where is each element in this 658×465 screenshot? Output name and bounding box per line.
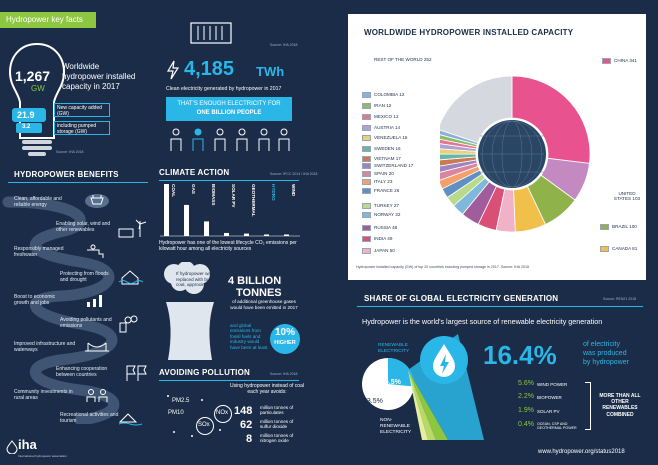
pie-label: RUSSIA 48 — [374, 225, 398, 230]
flag-icon — [362, 92, 371, 98]
other-value: 5.6% — [518, 380, 534, 387]
emissions-icon — [118, 315, 144, 333]
flag-icon — [362, 146, 371, 152]
flag-icon — [362, 103, 371, 109]
particles-icon — [162, 392, 232, 442]
flag-icon — [362, 163, 371, 169]
people-icon — [166, 127, 292, 153]
solar-wind-icon — [118, 219, 148, 239]
pumped-value: 3.2 — [22, 124, 31, 130]
generation-desc: Clean electricity generated by hydropower in 2017 — [166, 86, 282, 92]
capacity-title: WORLDWIDE HYDROPOWER INSTALLED CAPACITY — [364, 28, 574, 37]
capacity-footnote: Hydropower installed capacity (GW) of top 20 countries including pumped storage in 2017. Source: IHA 2018 — [356, 265, 529, 269]
pie-label: SWITZERLAND 17 — [374, 163, 414, 168]
lightbulb-icon — [8, 42, 66, 158]
bar-biomass — [204, 221, 209, 236]
pollution-title: AVOIDING POLLUTION — [159, 368, 251, 377]
banner-line-2: ONE BILLION PEOPLE — [196, 110, 262, 116]
hydro-share-value: 16.4% — [483, 340, 557, 370]
other-label: SOLAR PV — [537, 409, 560, 414]
community-icon — [84, 387, 110, 403]
pie-label: CANADA 81 — [612, 246, 638, 251]
hydro-desc-2: was produced — [583, 350, 627, 357]
benefit-item: Responsibly managed freshwater — [14, 246, 64, 258]
bar-solar-pv — [224, 233, 229, 236]
bar-coal — [164, 184, 169, 236]
flag-icon — [362, 188, 371, 194]
if-replaced-text: If hydropower was replaced with burning coal, approximately — [176, 271, 220, 288]
non-renewable-value: 73.5% — [363, 398, 383, 405]
bar-label: WIND — [291, 184, 296, 197]
flood-icon — [118, 268, 144, 286]
flag-icon — [600, 246, 609, 252]
fossil-text: and global emissions from fossil fuels and industry would have been at least — [230, 323, 268, 350]
pie-label: CHINA 341 — [614, 58, 637, 63]
pie-label: ITALY 23 — [374, 179, 393, 184]
capacity-value: 1,267 — [15, 68, 51, 84]
pollution-source: Source: IHA 2018 — [270, 372, 298, 376]
climate-caption: Hydropower has one of the lowest lifecycle CO₂ emissions per kilowatt hour among all electricity sources — [159, 240, 297, 252]
higher-value: 10% — [274, 327, 295, 338]
renewable-label: RENEWABLE ELECTRICITY — [378, 343, 410, 354]
flag-icon — [362, 236, 371, 242]
growth-icon — [84, 292, 108, 308]
non-renewable-label: NON-RENEWABLE ELECTRICITY — [380, 418, 412, 435]
new-capacity-value: 21.9 — [17, 110, 35, 120]
flag-icon — [362, 212, 371, 218]
higher-label: HIGHER — [274, 340, 296, 346]
tourism-icon — [118, 410, 144, 426]
dam-icon — [190, 22, 232, 44]
benefit-item: Enhancing cooperation between countries — [56, 366, 108, 378]
pollution-desc: million tonnes of particulates — [260, 405, 294, 416]
bar-label: BIOMASS — [211, 184, 216, 206]
benefit-item: Improved infrastructure and waterways — [14, 341, 76, 353]
benefit-item: Avoiding pollutants and emissions — [60, 317, 112, 329]
climate-source: Source: IPCC 2014 / IHA 2018 — [270, 172, 318, 176]
billion-desc: of additional greenhouse gases would have been emitted in 2017 — [230, 299, 298, 310]
pollution-rule — [159, 380, 299, 381]
pollution-intro: Using hydropower instead of coal each year avoids: — [230, 383, 304, 395]
pie-label: IRAN 12 — [374, 103, 392, 108]
water-drop-lightning-icon — [430, 342, 458, 378]
bar-gas — [184, 205, 189, 236]
banner-line-1: THAT'S ENOUGH ELECTRICITY FOR — [177, 101, 281, 107]
flag-icon — [362, 114, 371, 120]
generation-source: Source: IHA 2018 — [270, 43, 298, 47]
pie-label: TURKEY 27 — [374, 203, 399, 208]
pie-label: COLOMBIA 12 — [374, 92, 405, 97]
bar-label: HYDRO — [271, 184, 276, 201]
other-value: 2.2% — [518, 393, 534, 400]
share-rule — [357, 306, 643, 307]
header-title: Hydropower key facts — [6, 15, 83, 24]
brace — [585, 382, 591, 430]
nox-label: NOx — [216, 410, 228, 416]
pie-label: SPAIN 20 — [374, 171, 394, 176]
pollution-value: 148 — [234, 405, 253, 417]
flag-icon — [362, 203, 371, 209]
footer-url: www.hydropower.org/status2018 — [538, 449, 625, 455]
lightning-icon — [166, 60, 180, 80]
hydro-desc-3: by hydropower — [583, 359, 629, 366]
more-than-text: MORE THAN ALL OTHER RENEWABLES COMBINED — [599, 393, 641, 418]
pumped-label: including pumped storage (GW) — [54, 121, 110, 135]
flag-icon — [362, 135, 371, 141]
climate-title: CLIMATE ACTION — [159, 168, 230, 177]
pm25-label: PM2.5 — [172, 398, 190, 404]
benefit-item: Protecting from floods and drought — [60, 271, 109, 283]
share-title: SHARE OF GLOBAL ELECTRICITY GENERATION — [364, 294, 559, 303]
other-label: OCEAN, CSP AND GEOTHERMAL POWER — [537, 422, 577, 431]
iha-logo-icon — [6, 440, 18, 454]
flag-icon — [362, 171, 371, 177]
sox-label: SOx — [198, 422, 210, 428]
capacity-unit: GW — [31, 84, 45, 93]
logo-text: iha — [18, 437, 37, 452]
bar-label: COAL — [171, 184, 176, 198]
logo-sub: International hydropower association — [18, 454, 67, 458]
plug-icon — [84, 193, 110, 209]
benefit-item: Enabling solar, wind and other renewables — [56, 221, 111, 233]
bar-label: GEOTHERMAL — [251, 184, 256, 217]
pm10-label: PM10 — [168, 410, 184, 416]
capacity-desc: Worldwide hydropower installed capacity in 2017 — [62, 62, 136, 91]
benefit-item: Community investments in rural areas — [14, 389, 73, 401]
billion-value: 4 BILLION — [228, 275, 282, 287]
generation-unit: TWh — [256, 64, 285, 79]
other-value: 1.9% — [518, 407, 534, 414]
flags-icon — [124, 364, 148, 382]
new-capacity-label: New capacity added (GW) — [54, 103, 110, 117]
pie-label: NORWAY 32 — [374, 212, 401, 217]
pie-label: JAPAN 50 — [374, 248, 395, 253]
pie-label: MEXICO 12 — [374, 114, 399, 119]
pie-label: UNITED STATES 103 — [613, 191, 641, 201]
pie-label: VENEZUELA 15 — [374, 135, 408, 140]
flag-icon — [362, 248, 371, 254]
pollution-desc: million tonnes of sulfur dioxide — [260, 419, 294, 430]
key-facts-source: Source: IHA 2018 — [56, 150, 84, 154]
benefit-item: Clean, affordable and reliable energy — [14, 196, 62, 208]
pollution-value: 8 — [246, 433, 253, 445]
capacity-donut-chart — [440, 62, 600, 242]
benefits-title: HYDROPOWER BENEFITS — [14, 170, 119, 179]
renewable-value: 26.5% — [381, 379, 401, 386]
bar-label: GAS — [191, 184, 196, 194]
pie-label: REST OF THE WORLD 252 — [374, 57, 432, 62]
pie-label: AUSTRIA 14 — [374, 125, 401, 130]
benefits-rule — [8, 182, 148, 183]
share-subtitle: Hydropower is the world's largest source of renewable electricity generation — [362, 317, 603, 326]
share-source: Source: REN21 2018 — [603, 297, 637, 301]
benefit-item: Recreational activities and tourism — [60, 412, 119, 424]
generation-value: 4,185 — [184, 58, 235, 80]
bar-label: SOLAR PV — [231, 184, 236, 208]
emissions-bar-chart — [160, 182, 300, 238]
flag-icon — [600, 224, 609, 230]
flag-icon — [362, 179, 371, 185]
bar-geothermal — [244, 234, 249, 236]
flag-icon — [602, 58, 611, 64]
pie-label: FRANCE 26 — [374, 188, 400, 193]
flag-icon — [362, 225, 371, 231]
billion-unit: TONNES — [236, 287, 282, 299]
other-label: WIND POWER — [537, 382, 568, 387]
pollution-value: 62 — [240, 419, 253, 431]
pie-label: INDIA 49 — [374, 236, 393, 241]
pie-label: BRAZIL 100 — [612, 224, 637, 229]
pie-label: SWEDEN 16 — [374, 146, 401, 151]
flag-icon — [362, 125, 371, 131]
bridge-icon — [84, 339, 110, 355]
benefit-item: Boost to economic growth and jobs — [14, 294, 56, 306]
flag-icon — [362, 156, 371, 162]
pie-label: VIETNAM 17 — [374, 156, 401, 161]
climate-rule — [159, 180, 299, 181]
water-tap-icon — [84, 244, 108, 260]
other-label: BIOPOWER — [537, 395, 562, 400]
other-value: 0.4% — [518, 421, 534, 428]
hydro-desc-1: of electricity — [583, 341, 620, 348]
pollution-desc: million tonnes of nitrogen oxide — [260, 433, 294, 444]
